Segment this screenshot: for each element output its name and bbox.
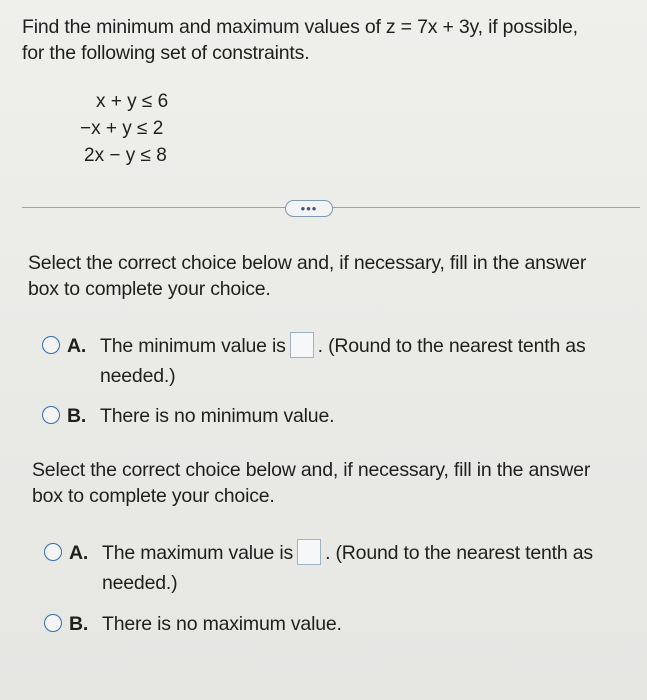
min-option-a-letter: A. bbox=[67, 335, 87, 357]
max-instruction-line-1: Select the correct choice below and, if necessary, fill in the answer bbox=[32, 459, 591, 481]
min-answer-input[interactable] bbox=[290, 332, 314, 358]
min-instruction-line-1: Select the correct choice below and, if necessary, fill in the answer bbox=[28, 252, 587, 274]
min-option-b-text: There is no minimum value. bbox=[100, 405, 335, 427]
max-instruction-line-2: box to complete your choice. bbox=[32, 485, 275, 507]
max-option-a-radio[interactable] bbox=[44, 543, 62, 561]
question-line-2: for the following set of constraints. bbox=[22, 42, 310, 64]
min-option-a-text-before: The minimum value is bbox=[100, 335, 286, 357]
question-line-1: Find the minimum and maximum values of z = 7x + 3y, if possible, bbox=[22, 16, 578, 38]
constraints-list bbox=[80, 88, 168, 169]
question-text bbox=[22, 14, 622, 66]
max-option-a-text bbox=[102, 538, 593, 598]
constraint-2: −x + y ≤ 2 bbox=[80, 118, 164, 139]
max-option-a-letter: A. bbox=[69, 542, 89, 564]
max-option-a-text-before: The maximum value is bbox=[102, 542, 294, 564]
min-option-a-text bbox=[100, 331, 586, 391]
constraint-3: 2x − y ≤ 8 bbox=[84, 145, 167, 166]
min-option-b-letter: B. bbox=[67, 405, 87, 427]
max-option-a-text-line2: needed.) bbox=[102, 572, 178, 594]
max-option-b-letter: B. bbox=[69, 613, 89, 635]
min-option-a-text-after: . (Round to the nearest tenth as bbox=[317, 335, 586, 357]
constraint-1: x + y ≤ 6 bbox=[96, 91, 169, 112]
min-option-a-radio[interactable] bbox=[42, 336, 60, 354]
min-instruction bbox=[28, 250, 628, 302]
more-options-button[interactable]: ••• bbox=[285, 200, 333, 217]
max-option-b-radio[interactable] bbox=[44, 614, 62, 632]
max-instruction bbox=[32, 457, 632, 509]
min-option-b-radio[interactable] bbox=[42, 406, 60, 424]
max-option-b-text: There is no maximum value. bbox=[102, 613, 342, 635]
min-option-a-text-line2: needed.) bbox=[100, 365, 176, 387]
max-option-a-text-after: . (Round to the nearest tenth as bbox=[325, 542, 593, 564]
min-instruction-line-2: box to complete your choice. bbox=[28, 278, 271, 300]
max-answer-input[interactable] bbox=[297, 539, 321, 565]
